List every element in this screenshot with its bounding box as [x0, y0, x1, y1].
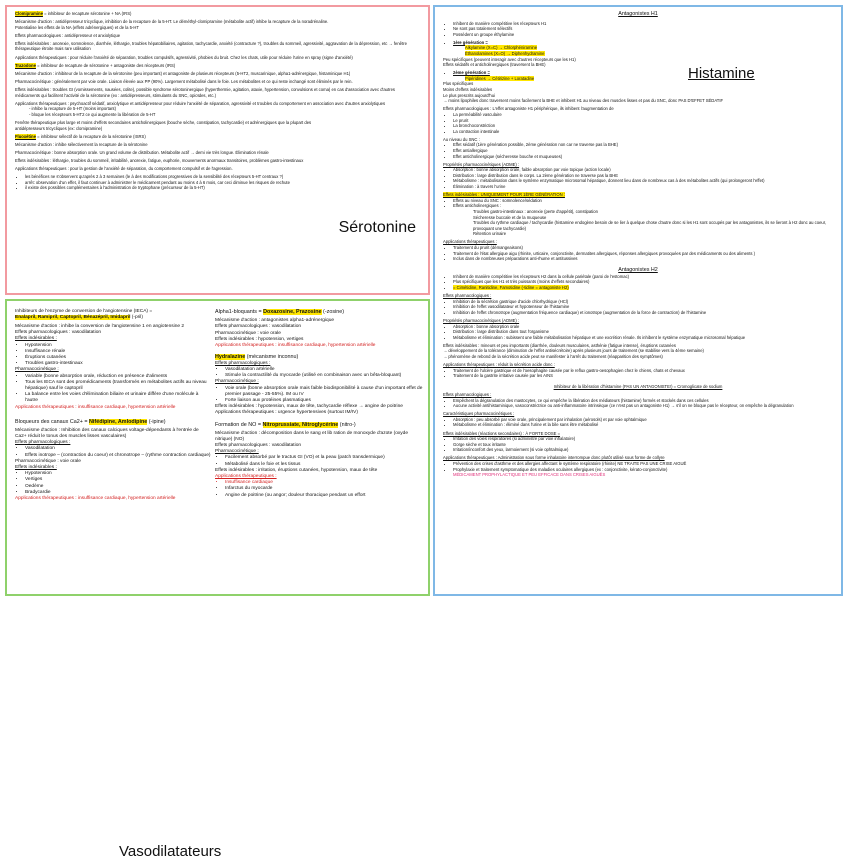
gen2-note: Plus spécifiques — [443, 81, 474, 87]
list-item: • Plus spécifiques que les H1 et très puissants (moins d'effets secondaires) — [453, 279, 833, 285]
bloqueurs-line — [15, 419, 211, 426]
sero-applic-3: Applications thérapeutiques : pour la gestion de l'anxiété de séparation, du comportement compulsif et de l'agression. — [15, 165, 233, 171]
sero-effets-ind-3: Effets indésirables : léthargie, troubles du sommeil, irritabilité, anorexie, fatigue, euphorie, mouvements anormaux transitoires, problèmes gastro-intestinaux — [15, 157, 304, 163]
h1-effets-ind-sub: Rétention urinaire — [473, 231, 507, 237]
sero-potentiel: Potentialise les effets de la NA (effets adrénergiques) et de la 5-HT — [15, 24, 139, 30]
iec-line — [15, 309, 211, 321]
list-item: • Prévention des crises d'asthme et des allergies affectant le système respiratoire (rhinite) NE TRAITE PAS UNE CRISE AIGUË — [453, 461, 833, 467]
h1-applic-list — [453, 245, 833, 262]
sero-effets-pharma-1: Effets pharmacologiques : antidépresseur et anxiolytique — [15, 32, 121, 38]
h2-drugs: = Cimétidine, Ranitidine, Famotidine (-tidine = antagoniste H2) — [453, 284, 569, 290]
gen1-note-1: Effets sédatifs et anticholinergiques (traversent la BHE) — [443, 62, 546, 68]
iec-effets-ind-label: Effets indésirables : — [15, 336, 57, 342]
list-item: • La balance entre les voies d'élimination biliaire et urinaire diffère d'une molécule à l'autre — [25, 392, 211, 404]
list-item — [453, 285, 833, 291]
clomipramine-desc: = inhibiteur de recapture sérotonine + NA (IRS) — [44, 11, 132, 16]
h1-effets-ind-sub: Troubles du rythme cardiaque / tachycardie (histamine endogène besoin de se lier à quelque chose d'autre donc si les H1 sont occupés par les antagonistes, ils se lieront à H2 donc au coeur, provoquant une tachycardie) — [473, 220, 827, 231]
inhib-ind-label: Effets indésirables (réactions secondaires) : À FORTE DOSE = — [443, 430, 561, 436]
fluoxetine-line — [15, 134, 420, 140]
alpha-applic: Applications thérapeutiques : insuffisance cardiaque, hypertension artérielle — [215, 342, 376, 348]
list-item: • Traitement de l'état allergique aigu (rhinite, urticaire, conjonctivite, dermatites allergiques, réponses allergiques provoquées par des médicaments ou des aliments ) — [453, 251, 833, 257]
list-item: • Absorption : peu absorbé par voie orale, principalement par inhalation (aérosols) et par voie ophtalmique — [453, 417, 833, 423]
no-pharmacocin-list — [225, 455, 425, 467]
alpha-line — [215, 309, 425, 316]
hydra-applic: Applications thérapeutiques : urgence hypertensives (surtout IM/IV) — [215, 410, 358, 416]
gen2-note: Le plus prescrits aujourd'hui — [443, 92, 496, 98]
list-item: • Effets inotrope – (contraction du coeur) et chronotrope – (rythme contraction cardiaque) — [25, 453, 211, 459]
gen1-label: • 1ère génération = — [453, 40, 833, 46]
list-item: • Traitement du prurit (démangeaisons) — [453, 245, 833, 251]
bloqueurs-meca: Mécanisme d'action : Inhibition des canaux calciques voltage-dépendants à l'entrée de Ca2+ réduit le tonus des muscles lisses vasculaires) — [15, 427, 199, 440]
sero-note: • il existe des possibles complémentaires à l'administration de tryptophane (précurseur de la 5-HT) — [25, 185, 420, 191]
list-item: • Aucune activité antihistaminique, vasoconstrictrice ou anti-inflammatoire intrinsèque (ce n'est pas un antagoniste H1) → s'il on ne bloque pas le récepteur, on empêche la dégranulation — [453, 403, 833, 409]
iec-pharmacocin-list — [25, 374, 211, 405]
snc-label: Au niveau du SNC : — [443, 136, 480, 142]
list-item: • Absorption : bonne absorption orale, faible absorption par voie topique (action locale) — [453, 167, 833, 173]
vaso-column-left — [15, 309, 211, 502]
list-item: • Infarctus du myocarde — [225, 486, 425, 492]
list-item: • Effets anticholinergiques : — [453, 203, 833, 209]
inhib-applic-label: Applications thérapeutiques : Administration sous forme inhalatoire interrompue donc plutôt utilisé sous forme de collyre — [443, 455, 665, 461]
h2-effets-ind: Effets indésirables : mineurs et peu importants (diarrhée, douleurs musculaires, asthénie (fatigue intense), éruptions cutanées — [443, 342, 676, 348]
list-item: • Insuffisance rénale — [25, 349, 211, 355]
inhib-ind-list — [453, 436, 833, 453]
iec-label: Inhibiteurs de l'enzyme de conversion de l'angiotensine (IECA) = — [15, 309, 153, 314]
fluoxetine-name: Fluoxétine — [15, 133, 36, 139]
sero-note: • les bénéfices ne s'observent qu'après 2 à 3 semaines (le à des modifications progressives de la sensibilité des récepteurs 5-HT centraux ?) — [25, 174, 420, 180]
h1-heading: Antagonistes H1 — [618, 11, 658, 17]
sero-pharmacocin-3: Pharmacocinétique : bonne absorption orale. Un grand volume de distribution. Métabolite actif → demi vie très longue. Élimination rénale — [15, 149, 269, 155]
list-item: • Effet anticholinergique (sécheresse bouche et muqueuses) — [453, 154, 833, 160]
h1-proprietes-list — [453, 167, 833, 189]
trazodone-line — [15, 63, 420, 69]
list-item: • Inhibition de l'effet chronotrope (augmentation fréquence cardiaque) et ionotrope (augmentation de la force de contraction) de l'histamine — [453, 310, 833, 316]
sero-applic-2-sub-0: - inhibe la recapture de 5-HT (moins important) — [29, 106, 116, 112]
list-item: • Oedème — [25, 484, 211, 490]
list-item: • Tous les IECA sont des promédicaments (transformés en métabolites actifs au niveau hépatique) sauf le captopril — [25, 380, 211, 392]
alpha-suffix: (-zosine) — [323, 309, 344, 315]
h1-effets-ind-label-text: Effets indésirables : UNIQUEMENT POUR 1ÈRE GÉNÉRATION : — [443, 192, 565, 198]
bloqueurs-effets-ind-list — [25, 471, 211, 496]
alpha-effets-pharma: Effets pharmacologiques : vasodilatation — [215, 324, 302, 330]
inhib-heading — [443, 384, 833, 390]
no-applic-label: Applications thérapeutiques : — [215, 474, 277, 480]
gen2-label: • 2ème génération = — [453, 70, 833, 76]
list-item: • Effet antiallergique — [453, 148, 833, 154]
list-item: • Voie orale (bonne absorption orale mais faible biodisponibilité à cause d'un important effet de premier passage - 25-55%). IM ou IV — [225, 386, 425, 398]
gen1-item-text: Alkylamine (X=C) → Chlorphéniramine — [465, 45, 538, 51]
list-item: • Angine de poitrine (ou angor; douleur thoracique pendant un effort — [225, 493, 425, 499]
list-item: • Métabolisme : métabolisation dans le système enzymatique microsomal hépatique, donnent lieu dans de nombreux cas à des métabolites actifs (qui prolongeront l'effet) — [453, 178, 833, 184]
serotonine-title: Sérotonine — [338, 219, 416, 236]
snc-list — [453, 142, 833, 159]
list-item: • Forte liaison aux protéines plasmatiques — [225, 398, 425, 404]
alpha-meca: Mécanisme d'action : antagonistes alpha1-adrénergique — [215, 318, 335, 324]
hydra-line — [215, 354, 425, 361]
list-item: • Effet sédatif (1ère génération possible, 2ème génération non car ne traverse pas la BHE) — [453, 142, 833, 148]
h2-effets-ind-2: → développement de la tolérance (diminution de l'effet antisécrétoire) après plusieurs jours de traitement (se stabilise vers la 4ème semaine) — [443, 348, 704, 354]
h1-effets-ind-sub: Sécheresse buccale et de la muqueuse — [473, 214, 547, 220]
iec-applic: Applications thérapeutiques : insuffisance cardiaque, hypertension artérielle — [15, 404, 176, 410]
gen1-item-text: Éthanolamines (X=O) → Diphenhydramine — [465, 50, 545, 56]
list-item: • Insuffisance cardiaque — [225, 480, 425, 486]
list-item: • Inhibition de la sécrétion gastrique d'acide chlorhydrique (HCl) — [453, 299, 833, 305]
gen1-note-0: Peu spécifiques (peuvent interagir avec d'autres récepteurs que les H1) — [443, 56, 576, 62]
alpha-drugs: Doxazosine, Prazosine — [263, 309, 322, 315]
histamine-panel — [433, 5, 843, 596]
sero-mecanisme-3: Mécanisme d'action : inhibe sélectivement la recapture de la sérotonine — [15, 141, 148, 147]
list-item: • Inhibent de manière compétitive les récepteurs H2 dans la cellule pariétale (paroi de l'estomac) — [453, 274, 833, 280]
iec-effets-pharma: Effets pharmacologiques : vasodilatation — [15, 330, 102, 336]
h2-applic-list — [453, 368, 833, 379]
h1-effets-ind-sub: Troubles gastro-intestinaux : anorexie (perte d'appétit), constipation — [473, 208, 598, 214]
hydra-drug: Hydralazine — [215, 354, 246, 361]
alpha-effets-ind: Effets indésirables : hypotension, vertiges — [215, 336, 304, 342]
list-item: • Traitement de l'ulcère gastrique et de l'oesophagite causée par le reflux gastro-oesophagien chez le chiens, chats et chevaux — [453, 368, 833, 374]
h1-intro-list — [453, 21, 833, 38]
sero-notes — [25, 174, 420, 191]
no-label: Formation de NO = — [215, 421, 261, 428]
hydra-effets-pharma-list — [225, 367, 425, 379]
inhib-pharma-label: Effets pharmacologiques : — [443, 391, 492, 397]
clomipramine-name: Clomipramine — [15, 11, 43, 16]
list-item: • Prophylaxie et traitement symptomatique des maladies oculaires allergiques (ex : conjonctivite, kérato-conjonctivite) — [453, 467, 833, 473]
vasodilatateurs-title: Vasodilatateurs — [119, 843, 222, 860]
list-item: • Inclus dans de nombreuses préparations anti-rhume et antitussives — [453, 256, 833, 262]
sero-fenetre: Fenêtre thérapeutique plus large et moins d'effets secondaires anticholinergiques (bouche sèche, constipation, tachycardie) et adrénergiques que la plupart des antidépresseurs tricycliques (ex: clomipramine) — [15, 119, 312, 131]
serotonine-panel — [5, 5, 430, 295]
iec-drugs: Enalapril, Ramipril, Captopril, Bénazépril, Imidapril — [15, 315, 131, 321]
list-item: • Traitement de la gastrite irritative causée par les AINS — [453, 373, 833, 379]
list-item: • Possèdent un groupe éthylamine — [453, 32, 833, 38]
h1-effets-ind-list — [453, 198, 833, 209]
list-item: • Stimule la contractilité du myocarde (utilisé en combinaison avec un bêta-bloquant) — [225, 373, 425, 379]
no-drugs: Nitroprussiate, Nitroglycérine — [262, 421, 339, 428]
h1-effets-pharma-line: Effets pharmacologiques : L'effet antagoniste H1 périphérique, ils inhibent l'augmentation de — [443, 106, 614, 112]
histamine-title: Histamine — [688, 65, 755, 82]
no-suffix: (nitro-) — [339, 421, 356, 428]
no-meca: Mécanisme d'action : décomposition dans le sang et lib ration de monoxyde d'azote (oxyde nitrique) (NO) — [215, 430, 409, 442]
list-item: • Vasodilatation — [25, 446, 211, 452]
iec-suffix: (-pril) — [131, 315, 143, 321]
list-item: • Bradycardie — [25, 490, 211, 496]
trazodone-name: Trazodone — [15, 62, 36, 68]
bloqueurs-suffix: (-ipine) — [148, 418, 166, 425]
list-item: • La perméabilité vasculaire — [453, 112, 833, 118]
list-item: • La bronchoconstriction — [453, 123, 833, 129]
sero-applic-2-sub-1: - bloque les récepteurs 5-HT2 ce qui augmente la libération de 5-HT — [29, 111, 156, 117]
list-item: • Métabolisé dans le foie et les tissus — [225, 462, 425, 468]
bloqueurs-applic: Applications thérapeutiques : insuffisance cardiaque, hypertension artérielle — [15, 496, 176, 502]
h2-intro-list — [453, 274, 833, 291]
no-pharmacocin-label: Pharmacocinétique : — [215, 449, 259, 455]
h2-effets-ind-3: → phénomène de rebond de la sécrétion acide peut se manifester à l'arrêt du traitement (réapparition des symptômes) — [443, 353, 663, 359]
list-item: • Métabolisme et élimination : subissent une faible métabolisation hépatique et une excrétion rénale. Ils inhibent le système enzymatique microsomal hépatique — [453, 335, 833, 341]
h2-pharma-list — [453, 299, 833, 316]
list-item: • Le prurit — [453, 118, 833, 124]
h2-heading: Antagonistes H2 — [618, 266, 658, 273]
gen2-note: Moins d'effets indésirables — [443, 87, 493, 93]
inhib-carac-list — [453, 417, 833, 428]
sero-effets-ind-2: Effets indésirables : troubles GI (vomissements, nausées, colite), possible syndrome sérotoninergique (hyperthermie, agitation, ataxie, hypertension, convulsions et coma) en cas d'association avec d'autres médicaments qui facilitent l'activité de la sérotonine (ex : antidépresseurs, stimulants du SNC, opioïdes, etc.) — [15, 86, 395, 98]
list-item: • Distribution : large distribution dans le corps. La 2ème génération ne traverse pas la BHE — [453, 173, 833, 179]
alpha-label: Alpha1-bloquants = — [215, 309, 262, 315]
sero-applic-2: Applications thérapeutiques : psychoactif sédatif, anxiolytique et antidépresseur pour réduire l'anxiété de séparation, agressivité et troubles du comportement en association avec d'autres anxiolytiques — [15, 100, 386, 106]
fluoxetine-desc: = inhibiteur sélectif de la recapture de la sérotonine (ISRS) — [37, 133, 146, 139]
h1-applic-label: Applications thérapeutiques : — [443, 239, 497, 245]
list-item: • Vasodilatation artérielle — [225, 367, 425, 373]
hydra-effets-pharma-label: Effets pharmacologiques : — [215, 360, 271, 366]
vaso-column-right — [215, 309, 425, 499]
list-item: • Inhibition de l'effet vasodilatateur et hypotenseur de l'histamine — [453, 304, 833, 310]
h1-proprietes-label: Propriétés pharmacocinétiques (ADME) : — [443, 161, 520, 167]
bloqueurs-effets-pharma: Effets pharmacologiques : — [15, 440, 71, 446]
h2-prop-label: Propriétés pharmacocinétiques (ADME) : — [443, 317, 520, 323]
list-item: • Métabolisme et élimination : éliminé dans l'urine et la bile sans être métabolisé — [453, 422, 833, 428]
iec-pharmacocin-label: Pharmacocinétique : — [15, 367, 59, 373]
sero-applic-1: Applications thérapeutiques : pour réduire l'anxiété de séparation, troubles compulsifs, agressivité, phobies du bruit. Chez les chats, utile pour réduire l'urine en spray (signe d'anxiété) — [15, 54, 353, 60]
list-item: • Irritation des voies respiratoires (si administré par voie inhalatoire) — [453, 436, 833, 442]
h2-applic-label: Applications thérapeutiques : réduit la sécrétion acide donc : — [443, 362, 555, 368]
list-item: • Absorption : bonne absorption orale — [453, 324, 833, 330]
sero-mecanisme-1: Mécanisme d'action : antidépresseur tricyclique, inhibition de la recapture de la 5-HT. Le déméthyl-clomipramine (métabolite actif) inhibe la recapture de la noradrénaline. — [15, 19, 329, 25]
bloqueurs-effets-ind-label: Effets indésirables : — [15, 465, 57, 471]
vasodilatateurs-panel — [5, 299, 430, 860]
list-item: • Troubles gastro-intestinaux — [25, 361, 211, 367]
list-item: • La contraction intestinale — [453, 129, 833, 135]
no-effets-pharma: Effets pharmacologiques : vasodilatation — [215, 443, 302, 449]
list-item: • Hypotension — [25, 343, 211, 349]
alpha-pharmacocin: Pharmacocinétique : voie orale — [215, 330, 281, 336]
list-item: • Facilement absorbé par le tractus GI (VO) et la peau (patch transdermique) — [225, 455, 425, 461]
sero-mecanisme-2: Mécanisme d'action : inhibiteur de la recapture de la sérotonine (peu important) et antagoniste de plusieurs récepteurs (5-HT2, muscarinique, alpha1-adrénergique, histaminique H1) — [15, 70, 351, 76]
no-line — [215, 422, 425, 429]
no-effets-ind: Effets indésirables : irritation, éruptions cutanées, hypotension, maux de tête — [215, 467, 378, 473]
list-item: • Vertiges — [25, 477, 211, 483]
list-item: • Élimination : à travers l'urine — [453, 184, 833, 190]
list-item: • Gorge sèche et toux irritante — [453, 442, 833, 448]
list-item: • Ne sont pas totalement sélectifs — [453, 26, 833, 32]
list-item: • Irritation/inconfort des yeux, larmoiement (si voie ophtalmique) — [453, 447, 833, 453]
inhib-applic-list — [453, 461, 833, 472]
list-item: • Variable (bonne absorption orale, réduction en présence d'aliments — [25, 374, 211, 380]
iec-effets-ind-list — [25, 343, 211, 368]
list-item: • Distribution : large distribution dans tout l'organisme — [453, 329, 833, 335]
bloqueurs-effets-pharma-list — [25, 446, 211, 458]
inhib-heading-text: Inhibiteur de la libération d'histamine (PAS UN ANTAGONISTE!) = Cromoglicate de sodium — [553, 383, 723, 389]
list-item: • Empêchent la dégranulation des mastocytes, ce qui empêche la libération des médiateurs (histamine) formés et stockés dans ces cellules — [453, 398, 833, 404]
hydra-effets-ind: Effets indésirables : hypotension, maux de tête, tachycardie réflexe → angine de poitrine — [215, 404, 403, 410]
sero-note: • arrêt: observation d'un effet, il faut continuer à administrer le médicament pendant au moins 4 à 6 mois, car ceci diminue les risques de rechute — [25, 180, 420, 186]
hydra-pharmacocin-list — [225, 386, 425, 405]
sero-effets-ind-1: Effets indésirables : anorexie, somnolence, diarrhée, léthargie, troubles hépatobiliaires, agitation, tachycardie, anxiété (contracture ?), troubles du sommeil, agressivité, aggravation de la dépression, etc → fenêtre thérapeutique étroite mais rare utilisation — [15, 40, 407, 52]
list-item: • Inhibent de manière compétitive les récepteurs H1 — [453, 21, 833, 27]
clomipramine-line — [15, 11, 420, 17]
inhib-carac-label: Caractéristiques pharmacocinétiques : — [443, 411, 515, 417]
bloqueurs-label: Bloqueurs des canaux Ca2+ = — [15, 418, 88, 425]
iec-meca: Mécanisme d'action : inhibe la conversion de l'angiotensine 1 en angiotensine 2 — [15, 323, 185, 329]
hydra-pharmacocin-label: Pharmacocinétique : — [215, 379, 259, 385]
sero-pharmacocin-2: Pharmacocinétique : généralement par voie orale. Liaison élevée aux PP (90%). Largement métabolisé dans le foie. Les métabolites et ce qui reste inchangé sont éliminés par le rein. — [15, 78, 353, 84]
h2-pharma-label: Effets pharmacologiques : — [443, 293, 492, 299]
gen2-note: → moins lipophiles donc traversent moins facilement la BHE et inhibent H1 au niveau des muscles lisses et pas du SNC, donc PAS D'EFFET SÉDATIF — [443, 98, 724, 104]
list-item: • Éruptions cutanées — [25, 355, 211, 361]
trazodone-desc: = inhibiteur de recapture de sérotonine + antagoniste des récepteurs (IRS) — [37, 62, 176, 68]
bloqueurs-drugs: Nifédipine, Amlodipine — [89, 418, 148, 425]
histamine-footer: MÉDICAMENT PROPHYLACTIQUE ET PEU EFFICACE DANS CRISES AIGUËS — [453, 472, 606, 478]
inhib-pharma-list — [453, 398, 833, 409]
list-item: • Hypotension — [25, 471, 211, 477]
h2-prop-list — [453, 324, 833, 341]
h1-effets-pharma-list — [453, 112, 833, 134]
hydra-suffix: (mécanisme inconnu) — [246, 354, 299, 361]
list-item: • Effets au niveau du SNC : somnolence/sédation — [453, 198, 833, 204]
gen2-item-text: Pipéridines → Cétirizine + Loratadine — [465, 75, 535, 81]
bloqueurs-pharmacocin: Pharmacocinétique : voie orale — [15, 458, 81, 464]
no-applic-list — [225, 480, 425, 499]
